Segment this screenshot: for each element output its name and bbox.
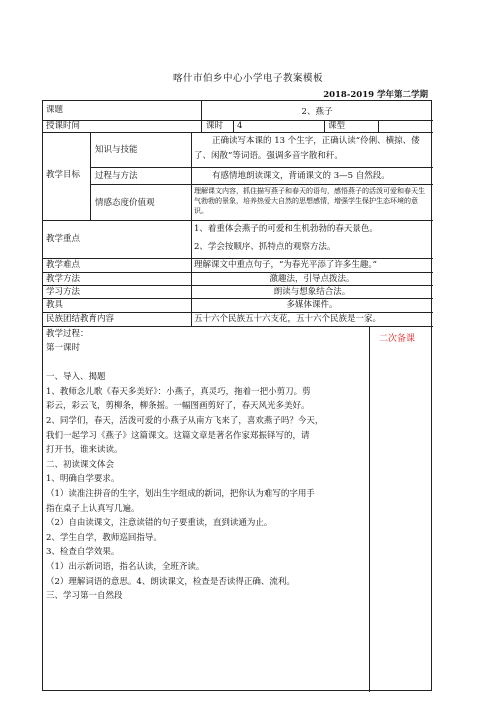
term-label: 2018-2019 学年第二学期 (323, 90, 428, 100)
goal-process-label: 过程与方法 (95, 171, 138, 181)
process-line: 1、教师念儿歌《春天多美好》：小燕子，真灵巧，拖着一把小剪刀。剪 (46, 386, 311, 397)
method-text: 激趣法，引导点拨法。 (269, 274, 355, 284)
tools-label: 教具 (46, 300, 64, 310)
goal-emotion-label: 情感态度价值观 (95, 198, 155, 208)
process-line: 三、学习第一自然段 (46, 591, 123, 602)
key-item-1: 1、着重体会燕子的可爱和生机勃勃的春天景色。 (194, 224, 378, 234)
topic-label: 课题 (46, 105, 64, 115)
goals-label: 教学目标 (46, 170, 81, 180)
study-label: 学习方法 (46, 287, 81, 297)
time-label: 授课时间 (46, 121, 81, 131)
process-line: 我们一起学习《燕子》这篇课文。这篇文章是著名作家郑振铎写的，请 (46, 430, 310, 441)
tools-text: 多媒体课件。 (286, 300, 338, 310)
process-line: 1、明确自学要求。 (46, 474, 120, 485)
key-item-2: 2、学会按顺序、抓特点的观察方法。 (194, 242, 336, 252)
process-line: 彩云，彩云飞，剪柳条，柳条摇。一幅图画剪好了，春天风光多美好。 (46, 401, 310, 412)
study-text: 朗读与想象结合法。 (273, 287, 351, 297)
process-line: （1）读准注拼音的生字，划出生字组成的新词，把你认为难写的字用手 (46, 488, 315, 499)
topic-value: 2、燕子 (301, 107, 333, 117)
process-line: （1）出示新词语，指名认读，全班齐读。 (46, 561, 205, 572)
difficulty-label: 教学难点 (46, 260, 81, 270)
method-label: 教学方法 (46, 274, 81, 284)
process-line: 二、初读课文体会 (46, 459, 115, 470)
ethnic-text: 五十六个民族五十六支花，五十六个民族是一家。 (194, 314, 382, 324)
key-label: 教学重点 (46, 234, 81, 244)
goal-knowledge-label: 知识与技能 (95, 145, 138, 155)
difficulty-text: 理解课文中重点句子，“为春光平添了许多生趣。” (194, 260, 377, 270)
process-line: 打开书，谁来读读。 (46, 445, 123, 456)
process-line: 2、同学们，春天，活泼可爱的小燕子从南方飞来了，喜欢燕子吗？今天， (46, 415, 324, 426)
process-line (46, 356, 368, 371)
process-line: 2、学生自学，教师巡回指导。 (46, 532, 162, 543)
process-line: 第一课时 (46, 343, 81, 353)
hours-value: 4 (237, 121, 243, 131)
ethnic-label: 民族团结教育内容 (46, 314, 115, 324)
lesson-plan-table (42, 100, 432, 691)
process-line: （2）自由读课文，注意读错的句子要重读，直到读通为止。 (46, 518, 273, 529)
process-line: 3、检查自学效果。 (46, 547, 120, 558)
goal-process-text: 有感情地朗读课文，背诵课文的 3—5 自然段。 (212, 171, 390, 181)
process-line: 指在桌子上认真写几遍。 (46, 503, 140, 514)
goal-emotion-text: 理解课文内容，抓住描写燕子和春天的语句，感悟燕子的活泼可爱和春天生气勃勃的景象，培养热爱大自然的思想感情，增强学生保护生态环境的意识。 (194, 187, 425, 216)
revision-note-label: 二次备课 (379, 334, 416, 344)
type-label: 课型 (328, 121, 346, 131)
page-title: 喀什市伯乡中心小学电子教案模板 (172, 73, 323, 84)
goal-knowledge-text: 正确读写本课的 13 个生字，正确认读“伶俐、横掠、偻了、闲散”等词语。强调多音字散和秆。 (194, 136, 420, 161)
process-heading: 教学过程： (46, 329, 89, 339)
process-line: （2）理解词语的意思。4、朗读课文，检查是否读得正确、流利。 (46, 576, 295, 587)
process-body (46, 341, 368, 691)
hours-label: 课时 (206, 121, 224, 131)
process-line: 一、导入、揭题 (46, 372, 106, 383)
